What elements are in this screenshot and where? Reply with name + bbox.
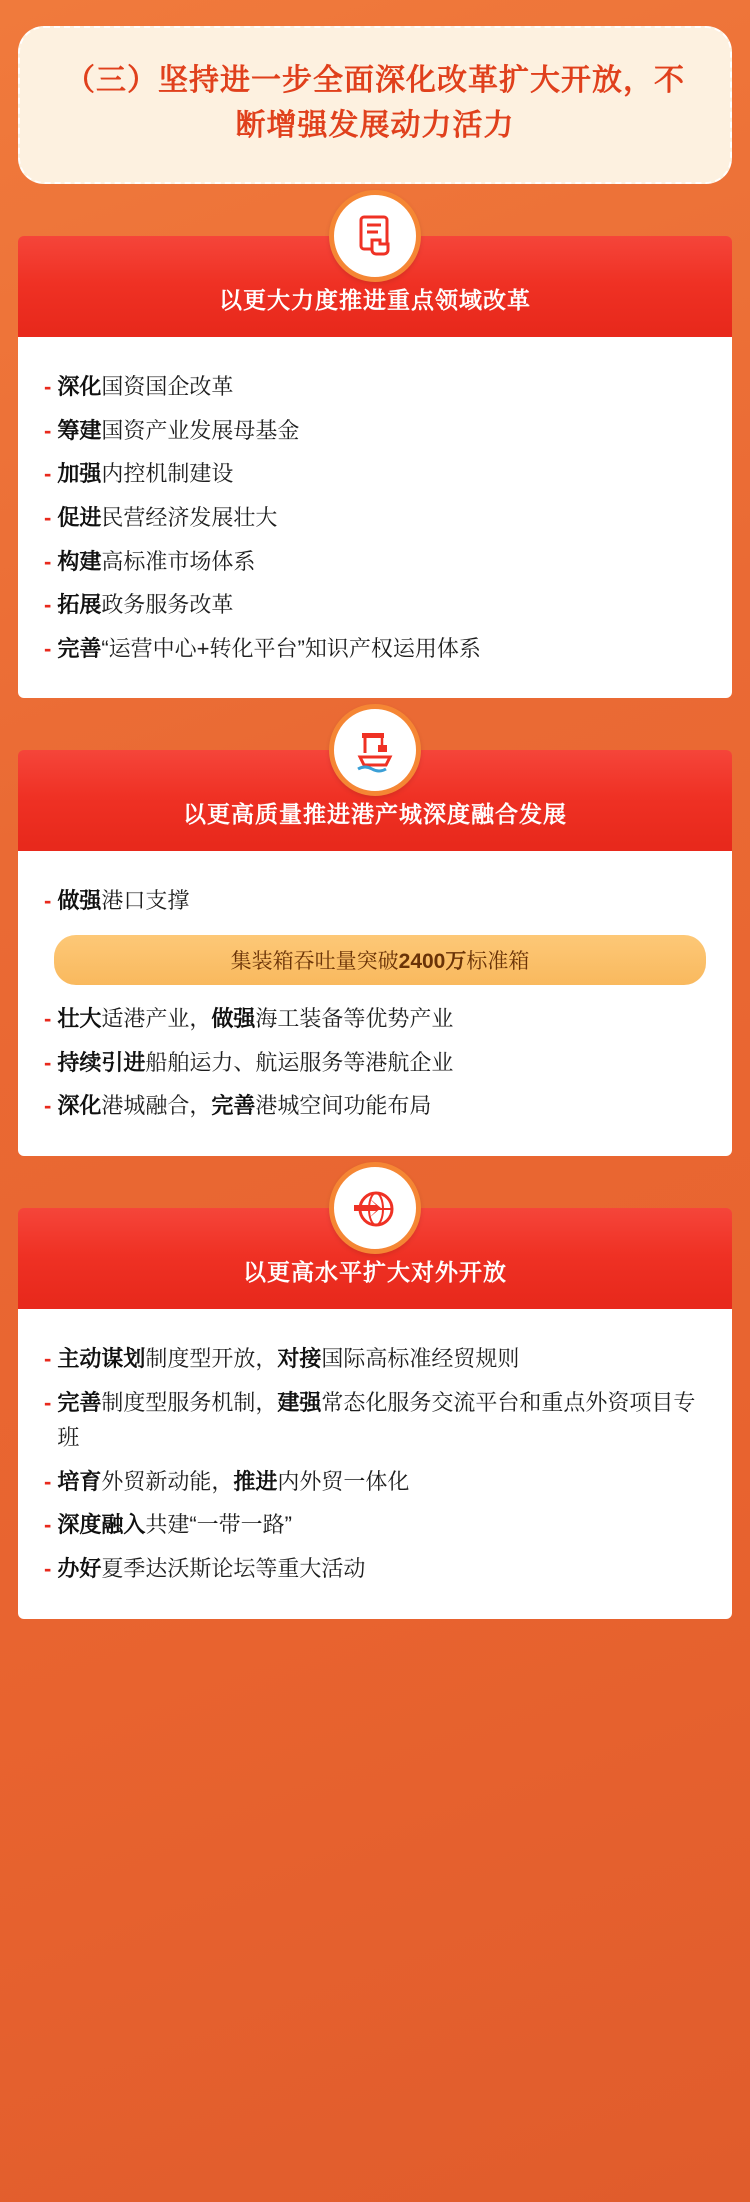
page-title: （三）坚持进一步全面深化改革扩大开放，不断增强发展动力活力: [65, 64, 685, 142]
list-item: [44, 1337, 706, 1381]
list-item-text: [57, 631, 706, 667]
list-item: [44, 365, 706, 409]
list-item: [44, 409, 706, 453]
dash-marker: -: [44, 1006, 52, 1031]
list-item-strong: 培育: [57, 1468, 102, 1494]
list-item-rest: 国资产业发展母基金: [101, 417, 300, 443]
list-item-rest: 适港产业，: [101, 1006, 212, 1031]
dash-marker: -: [44, 1093, 52, 1119]
section-reform: [18, 236, 732, 698]
list-item-strong: 深化: [57, 374, 102, 399]
list-item-rest: 制度型服务机制，: [101, 1389, 278, 1415]
dash-marker: -: [44, 888, 52, 914]
list-item-strong: 筹建: [57, 417, 102, 443]
list-item-strong: 壮大: [57, 1006, 102, 1031]
list-item: [44, 1041, 706, 1085]
list-item-strong: 完善: [57, 635, 102, 661]
dash-marker: -: [44, 1345, 52, 1371]
list-item: [44, 452, 706, 496]
list-item-rest: 高标准市场体系: [101, 548, 256, 574]
dash-marker: -: [44, 1512, 52, 1538]
list-item-strong: 做强: [57, 888, 102, 914]
list-item: [44, 1503, 706, 1547]
dash-marker: -: [44, 461, 52, 487]
list-item-strong-2: 对接: [277, 1345, 322, 1371]
list-item: [44, 997, 706, 1041]
list-item-rest: 港口支撑: [101, 888, 190, 914]
document-hand-icon: [348, 209, 402, 263]
highlight-pill: [54, 935, 706, 985]
list-item-rest-2: 海工装备等优势产业: [255, 1006, 454, 1031]
list-item: [44, 1460, 706, 1504]
list-item-rest: 制度型开放，: [145, 1345, 278, 1371]
section-title-2: 以更高质量推进港产城深度融合发展: [183, 801, 567, 828]
list-item-text: [57, 1001, 706, 1037]
list-item: [44, 879, 706, 923]
dash-marker: -: [44, 504, 52, 530]
list-item-strong: 深度融入: [57, 1512, 146, 1538]
list-item-rest-2: 国际高标准经贸规则: [321, 1345, 520, 1371]
dash-marker: -: [44, 1468, 52, 1494]
list-item-text: [57, 544, 706, 580]
list-item-strong: 主动谋划: [57, 1345, 146, 1371]
dash-marker: -: [44, 1049, 52, 1075]
section-body-3: [18, 1313, 732, 1619]
pill-text-pre: 集装箱吞吐量突破: [230, 950, 399, 973]
list-item-strong-2: 做强: [211, 1006, 256, 1031]
badge-1: [329, 190, 421, 282]
list-item-rest: 外贸新动能，: [101, 1468, 234, 1494]
list-item-rest: 国资国企改革: [101, 374, 234, 399]
section-body-2: [18, 855, 732, 1156]
globe-arrow-icon: [348, 1181, 402, 1235]
list-item-strong: 深化: [57, 1093, 102, 1119]
dash-marker: -: [44, 548, 52, 574]
section-title-1: 以更大力度推进重点领域改革: [219, 287, 531, 313]
list-item-text: [57, 1464, 706, 1500]
list-item: [44, 1084, 706, 1128]
dash-marker: -: [44, 417, 52, 443]
list-item: [44, 1381, 706, 1460]
list-item-text: [57, 456, 706, 492]
list-item-text: [57, 1341, 706, 1377]
list-item: [44, 540, 706, 584]
list-item-text: [57, 1088, 706, 1124]
list-item-text: [57, 1045, 706, 1081]
section-opening-up: [18, 1208, 732, 1619]
list-item-rest-2: 港城空间功能布局: [255, 1093, 432, 1119]
list-item-rest: 夏季达沃斯论坛等重大活动: [101, 1556, 366, 1581]
list-item-strong: 完善: [57, 1389, 102, 1415]
list-item-text: [57, 1507, 706, 1543]
list-item-strong: 拓展: [57, 592, 102, 618]
dash-marker: -: [44, 1556, 52, 1581]
port-crane-ship-icon: [348, 723, 402, 777]
list-item: [44, 1547, 706, 1591]
list-item-text: [57, 1385, 706, 1456]
pill-text-post: 标准箱: [466, 950, 530, 973]
list-item-rest-2: 常态化服务交流平台和重点外资项目专班: [57, 1389, 696, 1451]
list-item-strong-2: 推进: [233, 1468, 278, 1494]
dash-marker: -: [44, 374, 52, 399]
list-item-text: [57, 500, 706, 536]
header-rule-1: [18, 331, 732, 341]
list-item-strong: 构建: [57, 548, 102, 574]
list-item-text: [57, 413, 706, 449]
list-item-rest: “运营中心+转化平台”知识产权运用体系: [101, 635, 481, 661]
badge-3: [329, 1162, 421, 1254]
list-item-strong: 持续引进: [57, 1049, 146, 1075]
list-item-text: [57, 883, 706, 919]
list-item-rest: 政务服务改革: [101, 592, 234, 618]
list-item-strong-2: 建强: [277, 1389, 322, 1415]
list-item: [44, 496, 706, 540]
pill-text-number: 2400万: [398, 950, 467, 973]
list-item-rest-2: 内外贸一体化: [277, 1468, 410, 1494]
list-item-rest: 内控机制建设: [101, 461, 234, 487]
dash-marker: -: [44, 635, 52, 661]
list-item-strong-2: 完善: [211, 1093, 256, 1119]
list-item-rest: 共建“一带一路”: [145, 1512, 292, 1538]
badge-2: [329, 704, 421, 796]
section-body-1: [18, 341, 732, 698]
list-item-strong: 办好: [57, 1556, 102, 1581]
dash-marker: -: [44, 1389, 52, 1415]
section-port-industry-city: [18, 750, 732, 1156]
title-banner: [18, 26, 732, 184]
infographic-page: [18, 26, 732, 2176]
list-item-text: [57, 369, 706, 405]
list-item-rest: 船舶运力、航运服务等港航企业: [145, 1049, 454, 1075]
list-item: [44, 627, 706, 671]
list-item-text: [57, 587, 706, 623]
list-item-strong: 促进: [57, 504, 102, 530]
list-item-text: [57, 1551, 706, 1587]
list-item-rest: 港城融合，: [101, 1093, 212, 1119]
header-rule-2: [18, 845, 732, 855]
section-title-3: 以更高水平扩大对外开放: [243, 1258, 507, 1285]
dash-marker: -: [44, 592, 52, 618]
list-item-strong: 加强: [57, 461, 102, 487]
header-rule-3: [18, 1303, 732, 1313]
list-item-rest: 民营经济发展壮大: [101, 504, 278, 530]
list-item: [44, 583, 706, 627]
